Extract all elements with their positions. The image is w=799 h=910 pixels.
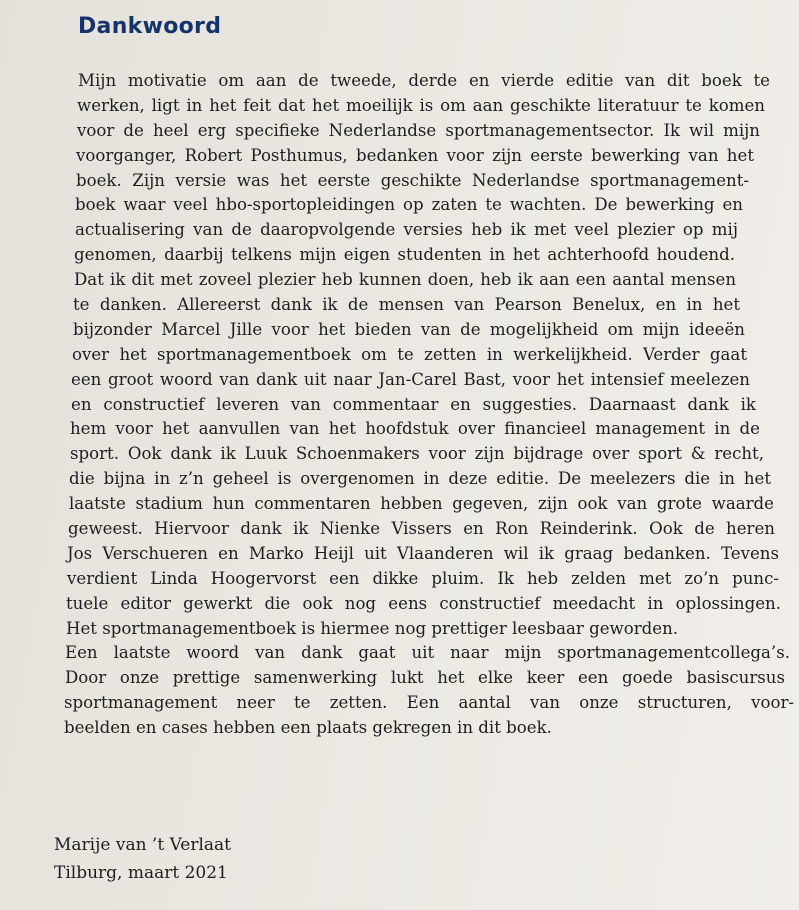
text-line: beelden en cases hebben een plaats gekregen in dit boek. <box>64 718 552 738</box>
text-line: Jos Verschueren en Marko Heijl uit Vlaanderen wil ik graag bedanken. Tevens <box>67 543 779 563</box>
text-line: een groot woord van dank uit naar Jan-Carel Bast, voor het intensief meelezen <box>71 369 750 389</box>
text-line: laatste stadium hun commentaren hebben gegeven, zijn ook van grote waarde <box>69 494 774 514</box>
text-line: tuele editor gewerkt die ook nog eens constructief meedacht in oplossingen. <box>66 593 781 613</box>
text-line: geweest. Hiervoor dank ik Nienke Vissers en Ron Reinderink. Ook de heren <box>68 519 775 539</box>
text-line: werken, ligt in het feit dat het moeilijk is om aan geschikte literatuur te komen <box>77 95 765 115</box>
text-line: Het sportmanagementboek is hiermee nog prettiger leesbaar geworden. <box>66 618 679 638</box>
text-line: voor de heel erg specifieke Nederlandse sportmanagementsector. Ik wil mijn <box>77 120 760 140</box>
signature-block <box>54 831 231 887</box>
text-line: actualisering van de daaropvolgende versies heb ik met veel plezier op mij <box>75 220 738 240</box>
text-line: over het sportmanagementboek om te zetten in werkelijkheid. Verder gaat <box>72 344 747 364</box>
text-line: te danken. Allereerst dank ik de mensen van Pearson Benelux, en in het <box>73 295 740 315</box>
text-line: voorganger, Robert Posthumus, bedanken voor zijn eerste bewerking van het <box>76 145 754 165</box>
text-line: en constructief leveren van commentaar en suggesties. Daarnaast dank ik <box>71 394 756 414</box>
text-line: genomen, daarbij telkens mijn eigen studenten in het achterhoofd houdend. <box>74 245 735 265</box>
text-line: sport. Ook dank ik Luuk Schoenmakers voor zijn bijdrage over sport & recht, <box>70 444 764 464</box>
place-date: Tilburg, maart 2021 <box>54 863 228 883</box>
text-line: hem voor het aanvullen van het hoofdstuk over financieel management in de <box>70 419 760 439</box>
acknowledgement-text <box>64 69 794 741</box>
page-heading: Dankwoord <box>78 14 222 39</box>
text-line: bijzonder Marcel Jille voor het bieden van de mogelijkheid om mijn ideeën <box>73 319 745 339</box>
text-line: verdient Linda Hoogervorst een dikke pluim. Ik heb zelden met zo’n punc- <box>67 568 779 588</box>
text-line: boek waar veel hbo-sportopleidingen op zaten te wachten. De bewerking en <box>75 195 743 215</box>
text-line: Mijn motivatie om aan de tweede, derde en vierde editie van dit boek te <box>78 71 770 90</box>
text-line: Dat ik dit met zoveel plezier heb kunnen doen, heb ik aan een aantal mensen <box>74 270 736 290</box>
text-line: boek. Zijn versie was het eerste geschikte Nederlandse sportmanagement- <box>76 170 749 190</box>
text-line: Door onze prettige samenwerking lukt het elke keer een goede basiscursus <box>65 668 785 688</box>
text-line: die bijna in z’n geheel is overgenomen in deze editie. De meelezers die in het <box>69 469 771 489</box>
text-line: Een laatste woord van dank gaat uit naar mijn sportmanagementcollega’s. <box>65 643 790 663</box>
author-name: Marije van ’t Verlaat <box>54 835 232 855</box>
text-line: sportmanagement neer te zetten. Een aantal van onze structuren, voor- <box>64 693 794 713</box>
